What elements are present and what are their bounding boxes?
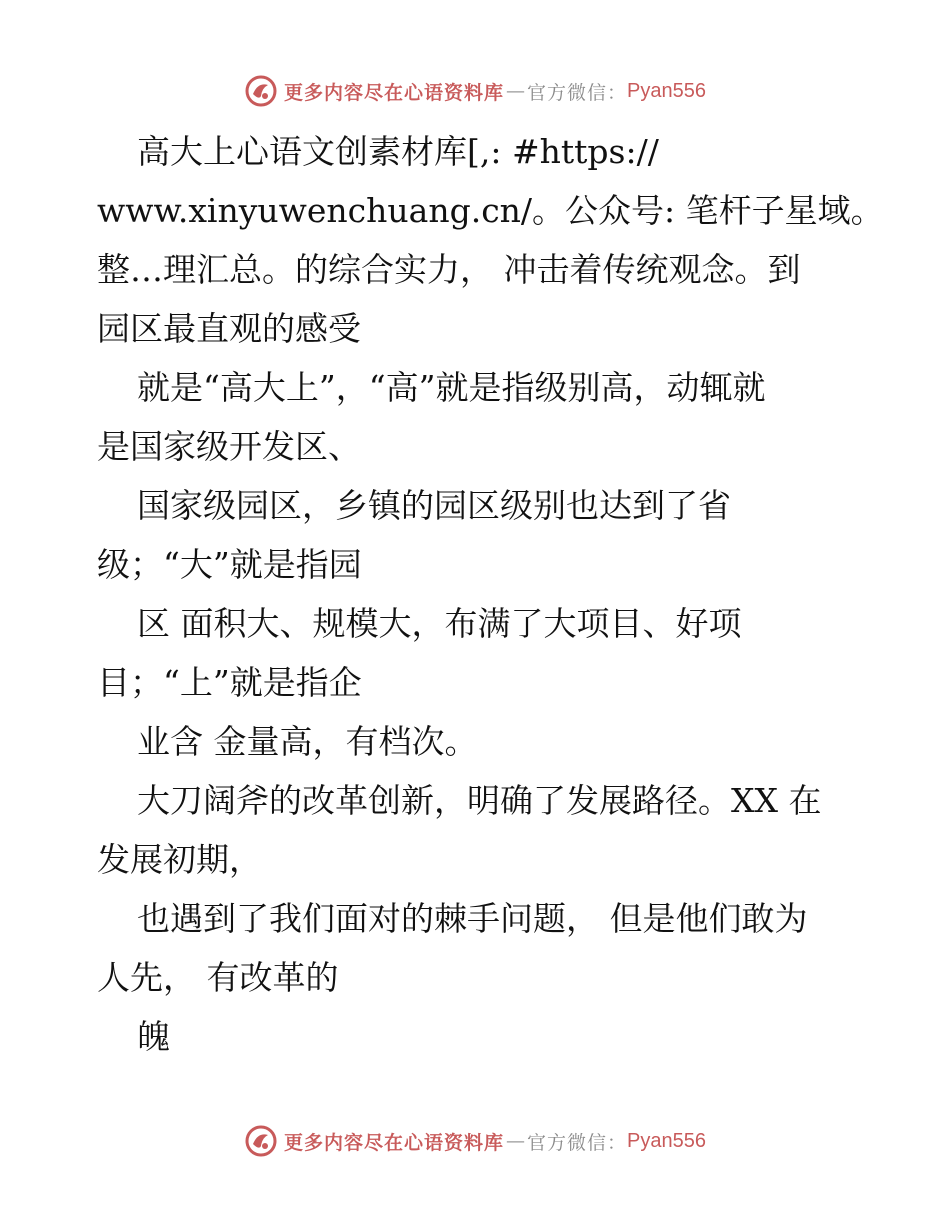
banner-wechat-label: 官方微信： [527, 81, 628, 104]
banner-dash: — [506, 80, 526, 102]
document-body [97, 122, 897, 1066]
text-line: 国家级园区，乡镇的园区级别也达到了省 [137, 486, 731, 525]
text-line: 魄 [137, 1017, 170, 1056]
banner-wechat-id: Pyan556 [627, 79, 706, 102]
text-line: www.xinyuwenchuang.cn/。公众号: 笔杆子星域。 [97, 191, 884, 230]
banner-main-text: 更多内容尽在心语资料库 [284, 81, 505, 104]
red-swirl-logo-icon [244, 1124, 278, 1158]
text-line: 业含 金量高，有档次。 [137, 722, 478, 761]
text-line: 高大上心语文创素材库[,: #https:// [137, 132, 659, 171]
header-banner [0, 71, 950, 111]
banner-main-text: 更多内容尽在心语资料库 [284, 1131, 505, 1154]
text-line: 人先， 有改革的 [97, 958, 339, 997]
text-line: 大刀阔斧的改革创新，明确了发展路径。XX 在 [137, 781, 822, 820]
text-line: 目；“上”就是指企 [97, 663, 362, 702]
text-line: 发展初期， [97, 840, 262, 879]
text-line: 整…理汇总。的综合实力， 冲击着传统观念。到 [97, 250, 801, 289]
text-line: 也遇到了我们面对的棘手问题， 但是他们敢为 [137, 899, 808, 938]
footer-banner [0, 1121, 950, 1161]
text-line: 级；“大”就是指园 [97, 545, 362, 584]
text-line: 是国家级开发区、 [97, 427, 361, 466]
text-line: 区 面积大、规模大，布满了大项目、好项 [137, 604, 742, 643]
text-line: 就是“高大上”，“高”就是指级别高，动辄就 [137, 368, 766, 407]
banner-wechat-id: Pyan556 [627, 1129, 706, 1152]
banner-wechat-label: 官方微信： [527, 1131, 628, 1154]
banner-dash: — [506, 1130, 526, 1152]
text-line: 园区最直观的感受 [97, 309, 361, 348]
red-swirl-logo-icon [244, 74, 278, 108]
